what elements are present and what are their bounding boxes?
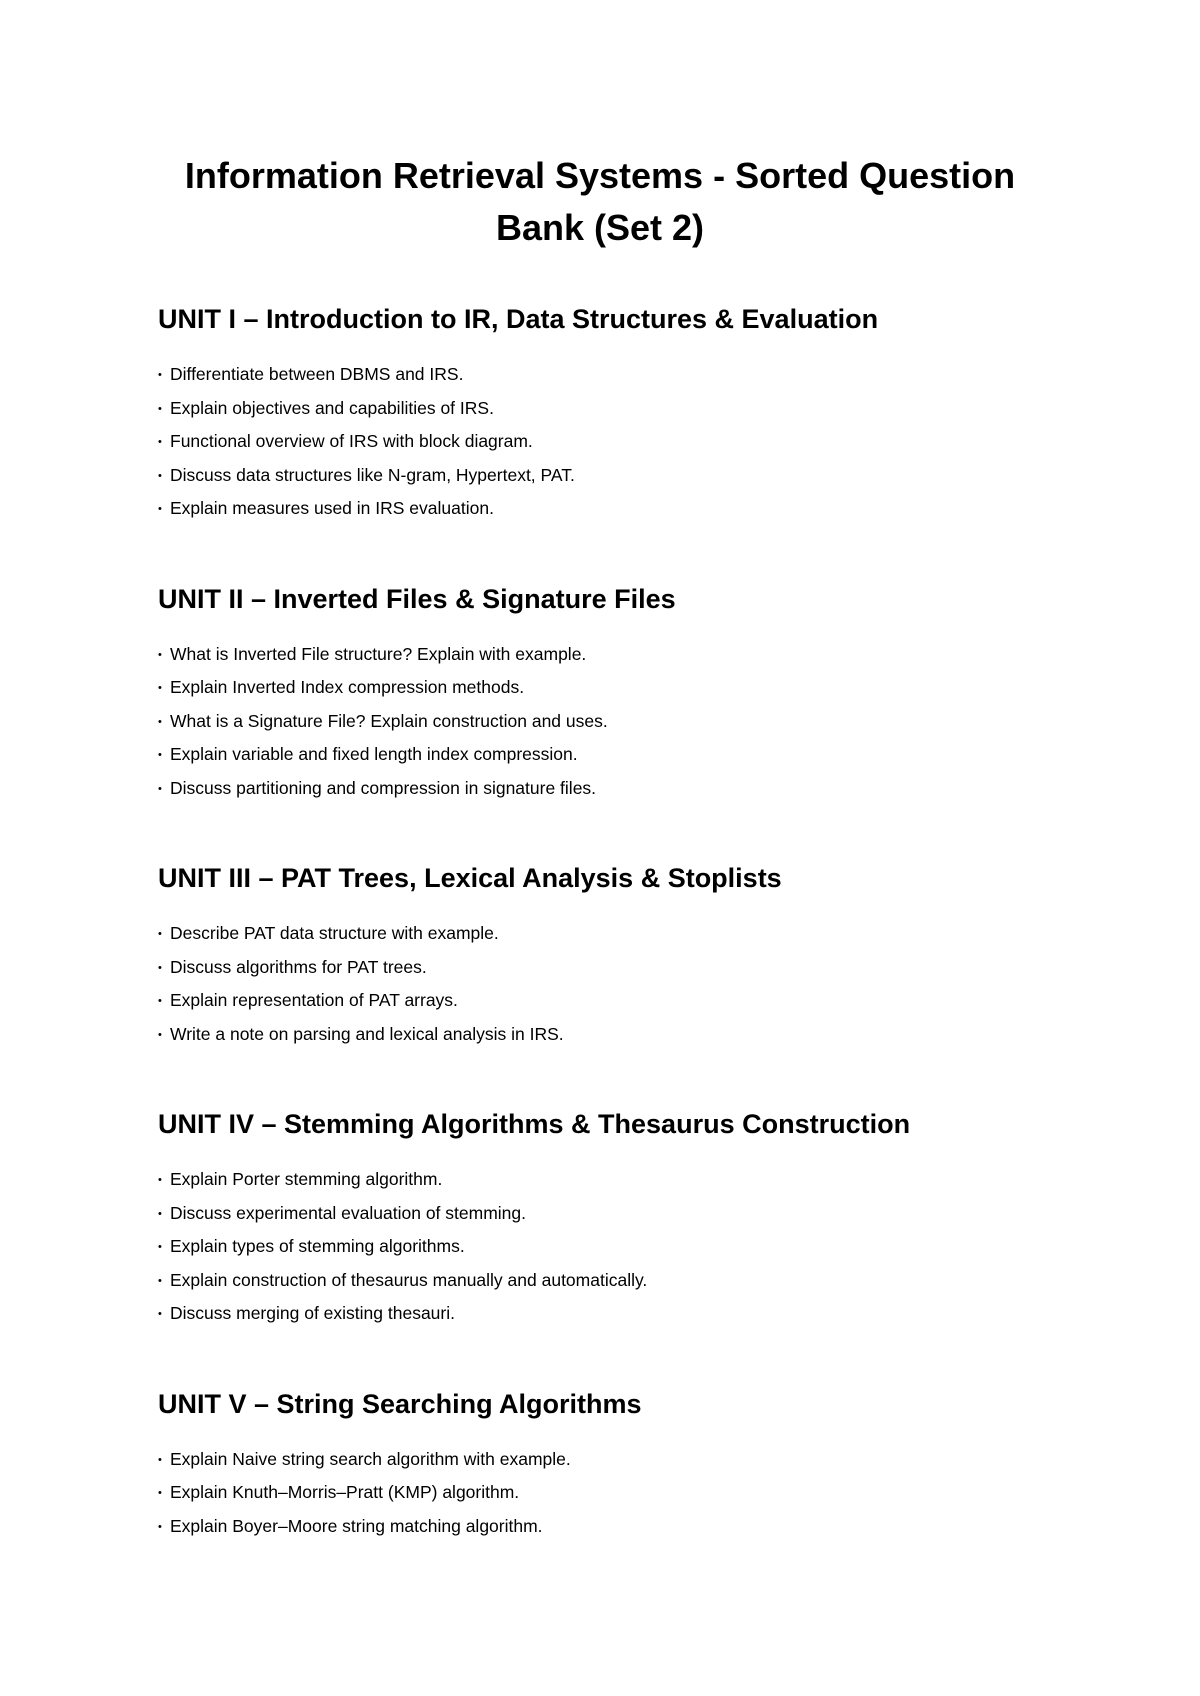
question-item — [158, 425, 1058, 459]
question-text: Explain measures used in IRS evaluation. — [170, 498, 494, 518]
document-title: Information Retrieval Systems - Sorted Question Bank (Set 2) — [184, 155, 1016, 248]
question-item — [158, 1264, 1058, 1298]
question-item — [158, 705, 1058, 739]
question-item — [158, 1230, 1058, 1264]
question-text: Explain types of stemming algorithms. — [170, 1236, 465, 1256]
question-item — [158, 459, 1058, 493]
question-item — [158, 1297, 1058, 1331]
unit-3-section — [158, 861, 1058, 1051]
question-item — [158, 1163, 1058, 1197]
bullet-icon: • — [158, 1241, 162, 1253]
question-text: Explain Inverted Index compression methods. — [170, 677, 525, 697]
unit-heading: UNIT V – String Searching Algorithms — [158, 1388, 642, 1419]
bullet-icon: • — [158, 1520, 162, 1533]
unit-heading: UNIT III – PAT Trees, Lexical Analysis & Stoplists — [158, 863, 782, 893]
unit-heading: UNIT IV – Stemming Algorithms & Thesaurus Construction — [158, 1109, 911, 1139]
question-text: What is Inverted File structure? Explain with example. — [170, 643, 587, 664]
unit-2-section — [158, 582, 1058, 806]
question-text: Explain Boyer–Moore string matching algorithm. — [170, 1515, 543, 1536]
bullet-icon: • — [158, 961, 162, 974]
unit-heading: UNIT II – Inverted Files & Signature Files — [158, 583, 676, 614]
question-text: Discuss experimental evaluation of stemming. — [170, 1202, 526, 1223]
units-container — [158, 302, 1058, 1543]
question-list — [158, 638, 1058, 806]
unit-heading: UNIT I – Introduction to IR, Data Structures & Evaluation — [158, 304, 879, 334]
question-item — [158, 1443, 1058, 1477]
bullet-icon: • — [158, 749, 162, 761]
question-item — [158, 1476, 1058, 1510]
question-text: Explain objectives and capabilities of IRS. — [170, 397, 494, 418]
bullet-icon: • — [158, 436, 162, 448]
question-text: Explain construction of thesaurus manually and automatically. — [170, 1269, 648, 1290]
bullet-icon: • — [158, 1274, 162, 1287]
bullet-icon: • — [158, 648, 162, 661]
question-text: What is a Signature File? Explain construction and uses. — [170, 710, 608, 731]
bullet-icon: • — [158, 1308, 162, 1320]
question-text: Discuss algorithms for PAT trees. — [170, 956, 427, 977]
bullet-icon: • — [158, 1207, 162, 1220]
bullet-icon: • — [158, 782, 162, 795]
question-text: Explain Porter stemming algorithm. — [170, 1169, 443, 1189]
bullet-icon: • — [158, 1174, 162, 1186]
question-list — [158, 1163, 1058, 1331]
question-text: Explain representation of PAT arrays. — [170, 990, 458, 1010]
question-item — [158, 358, 1058, 392]
unit-4-section — [158, 1107, 1058, 1331]
question-list — [158, 917, 1058, 1051]
bullet-icon: • — [158, 715, 162, 728]
question-text: Discuss data structures like N-gram, Hypertext, PAT. — [170, 464, 575, 485]
question-item — [158, 638, 1058, 672]
bullet-icon: • — [158, 469, 162, 482]
bullet-icon: • — [158, 402, 162, 415]
question-text: Differentiate between DBMS and IRS. — [170, 364, 464, 384]
question-item — [158, 738, 1058, 772]
question-item — [158, 1018, 1058, 1052]
question-text: Write a note on parsing and lexical analysis in IRS. — [170, 1023, 564, 1044]
question-list — [158, 358, 1058, 526]
unit-5-section — [158, 1387, 1058, 1544]
question-item — [158, 392, 1058, 426]
bullet-icon: • — [158, 682, 162, 694]
bullet-icon: • — [158, 503, 162, 515]
question-text: Discuss partitioning and compression in signature files. — [170, 777, 597, 798]
question-text: Explain variable and fixed length index compression. — [170, 744, 578, 764]
bullet-icon: • — [158, 928, 162, 940]
bullet-icon: • — [158, 1453, 162, 1466]
question-item — [158, 1197, 1058, 1231]
question-text: Functional overview of IRS with block diagram. — [170, 431, 533, 451]
bullet-icon: • — [158, 1028, 162, 1041]
bullet-icon: • — [158, 995, 162, 1007]
bullet-icon: • — [158, 369, 162, 381]
question-text: Explain Knuth–Morris–Pratt (KMP) algorithm. — [170, 1482, 520, 1502]
question-item — [158, 951, 1058, 985]
question-item — [158, 917, 1058, 951]
question-item — [158, 772, 1058, 806]
question-item — [158, 984, 1058, 1018]
question-item — [158, 492, 1058, 526]
question-item — [158, 1510, 1058, 1544]
question-text: Explain Naive string search algorithm with example. — [170, 1448, 571, 1469]
bullet-icon: • — [158, 1487, 162, 1499]
question-text: Discuss merging of existing thesauri. — [170, 1303, 455, 1323]
question-item — [158, 671, 1058, 705]
question-text: Describe PAT data structure with example. — [170, 923, 499, 943]
unit-1-section — [158, 302, 1058, 526]
question-list — [158, 1443, 1058, 1544]
